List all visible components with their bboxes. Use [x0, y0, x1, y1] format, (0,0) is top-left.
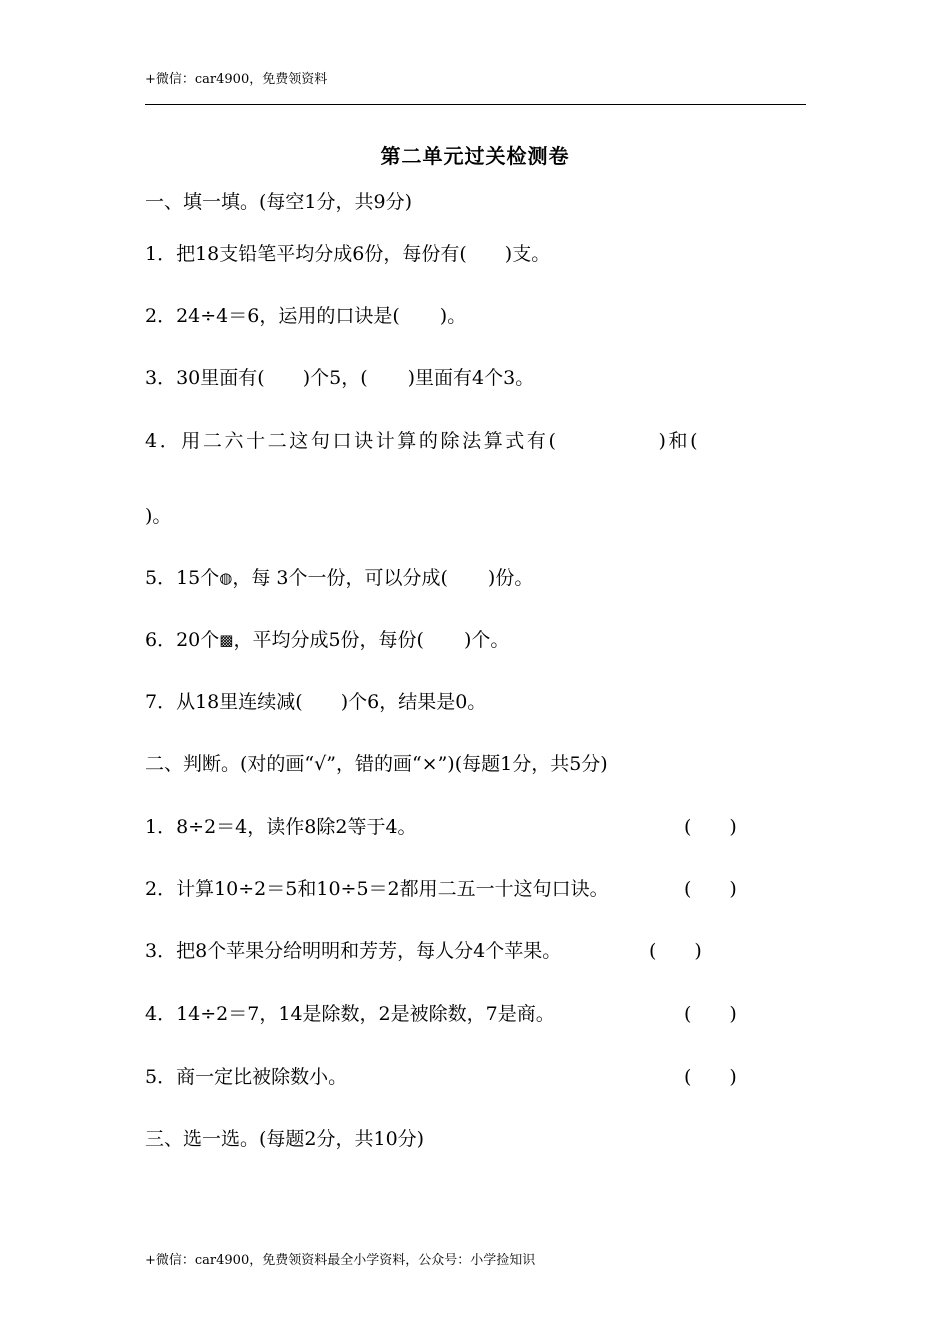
judge-answer-box-3[interactable]: ( ) [649, 940, 702, 962]
page-title: 第二单元过关检测卷 [380, 144, 570, 168]
judge-question-3: 3．把8个苹果分给明明和芳芳，每人分4个苹果。 [145, 940, 562, 962]
fill-question-2: 2．24÷4＝6，运用的口诀是( )。 [145, 305, 467, 327]
fill-question-3: 3．30里面有( )个5，( )里面有4个3。 [145, 367, 535, 389]
section-1-heading: 一、填一填。(每空1分，共9分) [145, 191, 413, 213]
section-3-heading: 三、选一选。(每题2分，共10分) [145, 1128, 425, 1150]
judge-question-2: 2．计算10÷2＝5和10÷5＝2都用二五一十这句口诀。 [145, 878, 609, 900]
judge-answer-box-1[interactable]: ( ) [684, 816, 737, 838]
fill-question-4-continued: )。 [145, 505, 172, 527]
grid-square-icon: ▩ [219, 631, 234, 649]
fill-question-4: 4．用二六十二这句口诀计算的除法算式有( )和( [145, 430, 701, 452]
page-header: +微信：car4900，免费领资料 [145, 72, 328, 87]
judge-question-1: 1．8÷2＝4，读作8除2等于4。 [145, 816, 417, 838]
judge-answer-box-2[interactable]: ( ) [684, 878, 737, 900]
page-footer: +微信：car4900，免费领资料最全小学资料，公众号：小学捡知识 [145, 1253, 536, 1268]
fill-question-6: 6．20个▩，平均分成5份，每份( )个。 [145, 629, 510, 651]
judge-question-4: 4．14÷2＝7，14是除数，2是被除数，7是商。 [145, 1003, 555, 1025]
ball-icon: ◍ [219, 569, 233, 587]
judge-question-5: 5．商一定比被除数小。 [145, 1066, 348, 1088]
fill-question-1: 1．把18支铅笔平均分成6份，每份有( )支。 [145, 243, 551, 265]
header-rule [145, 104, 806, 105]
judge-answer-box-4[interactable]: ( ) [684, 1003, 737, 1025]
fill-question-7: 7．从18里连续减( )个6，结果是0。 [145, 691, 487, 713]
section-2-heading: 二、判断。(对的画“√”，错的画“×”)(每题1分，共5分) [145, 753, 608, 775]
fill-question-5: 5．15个◍，每 3个一份，可以分成( )份。 [145, 567, 534, 589]
judge-answer-box-5[interactable]: ( ) [684, 1066, 737, 1088]
